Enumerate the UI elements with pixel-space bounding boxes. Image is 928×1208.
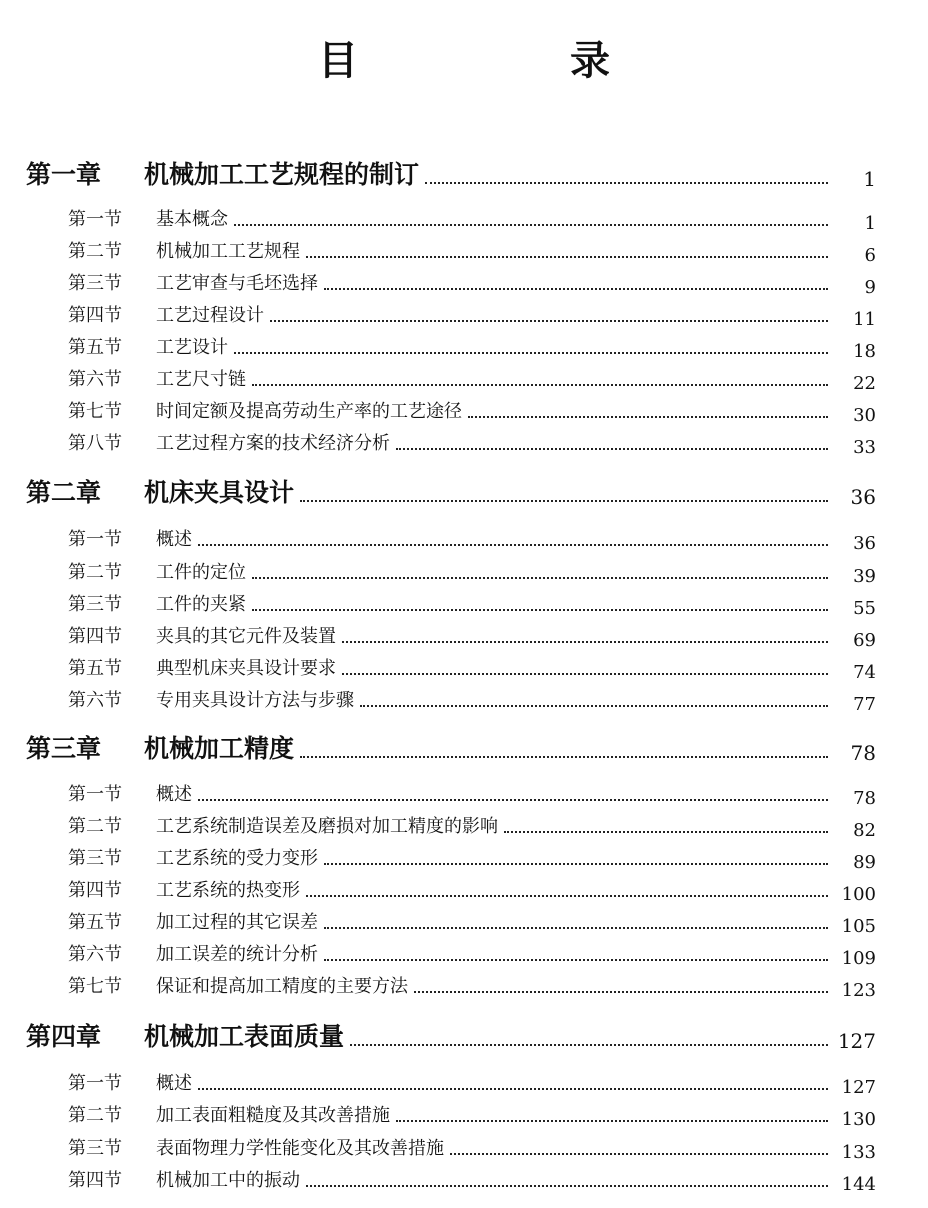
page-number: 82 xyxy=(853,820,876,841)
section-title: 工艺系统的受力变形 xyxy=(156,848,318,869)
dot-leader xyxy=(252,380,828,386)
page-number: 22 xyxy=(853,373,876,394)
section-entry[interactable] xyxy=(68,559,876,587)
section-entry[interactable] xyxy=(68,909,876,937)
section-title: 典型机床夹具设计要求 xyxy=(156,658,336,679)
section-title: 工艺过程方案的技术经济分析 xyxy=(156,433,390,454)
dot-leader xyxy=(396,1116,828,1122)
chapter-number: 第一章 xyxy=(26,160,102,189)
dot-leader xyxy=(198,795,828,801)
section-number: 第八节 xyxy=(68,433,122,454)
dot-leader xyxy=(350,1040,828,1046)
dot-leader xyxy=(324,859,828,865)
dot-leader xyxy=(252,605,828,611)
page-number: 78 xyxy=(850,741,876,765)
dot-leader xyxy=(306,891,828,897)
section-title: 时间定额及提高劳动生产率的工艺途径 xyxy=(156,401,462,422)
section-title: 机械加工中的振动 xyxy=(156,1170,300,1191)
dot-leader xyxy=(324,284,828,290)
dot-leader xyxy=(300,752,828,758)
section-number: 第三节 xyxy=(68,273,122,294)
section-number: 第七节 xyxy=(68,401,122,422)
page-number: 1 xyxy=(864,213,876,234)
section-entry[interactable] xyxy=(68,781,876,809)
section-title: 工艺系统的热变形 xyxy=(156,880,300,901)
section-entry[interactable] xyxy=(68,366,876,394)
dot-leader xyxy=(342,637,828,643)
section-title: 工艺尺寸链 xyxy=(156,369,246,390)
section-title: 加工误差的统计分析 xyxy=(156,944,318,965)
chapter-entry[interactable] xyxy=(26,1020,876,1054)
section-entry[interactable] xyxy=(68,302,876,330)
section-title: 工艺审查与毛坯选择 xyxy=(156,273,318,294)
chapter-title: 机床夹具设计 xyxy=(144,478,295,507)
section-title: 概述 xyxy=(156,784,192,805)
chapter-number: 第三章 xyxy=(26,734,102,763)
section-title: 工艺过程设计 xyxy=(156,305,264,326)
dot-leader xyxy=(414,987,828,993)
page-number: 36 xyxy=(850,485,876,509)
section-entry[interactable] xyxy=(68,1135,876,1163)
dot-leader xyxy=(324,923,828,929)
page-number: 130 xyxy=(841,1109,876,1130)
section-entry[interactable] xyxy=(68,877,876,905)
section-number: 第一节 xyxy=(68,529,122,550)
page-number: 100 xyxy=(841,884,876,905)
page-number: 6 xyxy=(864,245,876,266)
chapter-title: 机械加工表面质量 xyxy=(144,1022,345,1051)
chapter-number: 第二章 xyxy=(26,478,102,507)
dot-leader xyxy=(252,573,828,579)
section-number: 第四节 xyxy=(68,305,122,326)
section-entry[interactable] xyxy=(68,941,876,969)
section-title: 夹具的其它元件及装置 xyxy=(156,626,336,647)
section-number: 第五节 xyxy=(68,912,122,933)
page-number: 133 xyxy=(841,1142,876,1163)
page-number: 18 xyxy=(853,341,876,362)
section-entry[interactable] xyxy=(68,270,876,298)
dot-leader xyxy=(342,669,828,675)
section-number: 第三节 xyxy=(68,848,122,869)
dot-leader xyxy=(396,444,828,450)
section-number: 第四节 xyxy=(68,626,122,647)
page-number: 9 xyxy=(864,277,876,298)
dot-leader xyxy=(425,178,828,184)
section-entry[interactable] xyxy=(68,623,876,651)
section-number: 第六节 xyxy=(68,369,122,390)
page-number: 109 xyxy=(841,948,876,969)
dot-leader xyxy=(234,348,828,354)
dot-leader xyxy=(270,316,828,322)
section-number: 第六节 xyxy=(68,944,122,965)
section-number: 第二节 xyxy=(68,562,122,583)
section-number: 第二节 xyxy=(68,816,122,837)
section-number: 第七节 xyxy=(68,976,122,997)
section-title: 表面物理力学性能变化及其改善措施 xyxy=(156,1138,444,1159)
section-title: 机械加工工艺规程 xyxy=(156,241,300,262)
page-number: 127 xyxy=(841,1077,876,1098)
section-entry[interactable] xyxy=(68,1167,876,1195)
section-entry[interactable] xyxy=(68,591,876,619)
page-number: 33 xyxy=(853,437,876,458)
dot-leader xyxy=(468,412,828,418)
dot-leader xyxy=(306,252,828,258)
section-number: 第三节 xyxy=(68,594,122,615)
section-title: 工件的定位 xyxy=(156,562,246,583)
page-number: 36 xyxy=(853,533,876,554)
section-entry[interactable] xyxy=(68,398,876,426)
section-title: 保证和提高加工精度的主要方法 xyxy=(156,976,408,997)
page-number: 105 xyxy=(841,916,876,937)
page-number: 30 xyxy=(853,405,876,426)
page-number: 74 xyxy=(853,662,876,683)
dot-leader xyxy=(234,220,828,226)
page-number: 69 xyxy=(853,630,876,651)
chapter-title: 机械加工工艺规程的制订 xyxy=(144,160,420,189)
section-entry[interactable] xyxy=(68,1070,876,1098)
section-title: 工艺设计 xyxy=(156,337,228,358)
section-title: 基本概念 xyxy=(156,209,228,230)
dot-leader xyxy=(198,1084,828,1090)
page-number: 78 xyxy=(853,788,876,809)
section-title: 加工表面粗糙度及其改善措施 xyxy=(156,1105,390,1126)
section-entry[interactable] xyxy=(68,845,876,873)
page-number: 89 xyxy=(853,852,876,873)
section-entry[interactable] xyxy=(68,238,876,266)
section-title: 加工过程的其它误差 xyxy=(156,912,318,933)
dot-leader xyxy=(300,496,828,502)
section-entry[interactable] xyxy=(68,430,876,458)
section-number: 第三节 xyxy=(68,1138,122,1159)
section-number: 第五节 xyxy=(68,337,122,358)
section-entry[interactable] xyxy=(68,334,876,362)
section-entry[interactable] xyxy=(68,1102,876,1130)
section-title: 专用夹具设计方法与步骤 xyxy=(156,690,354,711)
section-number: 第五节 xyxy=(68,658,122,679)
section-entry[interactable] xyxy=(68,655,876,683)
dot-leader xyxy=(324,955,828,961)
section-title: 概述 xyxy=(156,1073,192,1094)
page-number: 123 xyxy=(841,980,876,1001)
section-number: 第四节 xyxy=(68,1170,122,1191)
section-number: 第一节 xyxy=(68,1073,122,1094)
page-number: 11 xyxy=(853,309,876,330)
section-title: 工件的夹紧 xyxy=(156,594,246,615)
chapter-title: 机械加工精度 xyxy=(144,734,295,763)
dot-leader xyxy=(306,1181,828,1187)
page-number: 39 xyxy=(853,566,876,587)
section-entry[interactable] xyxy=(68,687,876,715)
section-entry[interactable] xyxy=(68,526,876,554)
page-number: 144 xyxy=(841,1174,876,1195)
dot-leader xyxy=(360,701,828,707)
page-number: 127 xyxy=(837,1029,876,1053)
dot-leader xyxy=(504,827,828,833)
chapter-entry[interactable] xyxy=(26,732,876,766)
chapter-entry[interactable] xyxy=(26,158,876,192)
page-number: 55 xyxy=(853,598,876,619)
chapter-entry[interactable] xyxy=(26,476,876,510)
section-number: 第二节 xyxy=(68,241,122,262)
section-entry[interactable] xyxy=(68,813,876,841)
section-entry[interactable] xyxy=(68,973,876,1001)
section-number: 第一节 xyxy=(68,784,122,805)
section-number: 第六节 xyxy=(68,690,122,711)
page-title: 目 录 xyxy=(318,38,696,84)
section-title: 概述 xyxy=(156,529,192,550)
section-entry[interactable] xyxy=(68,206,876,234)
page-number: 1 xyxy=(863,167,876,191)
dot-leader xyxy=(450,1149,828,1155)
page-number: 77 xyxy=(853,694,876,715)
section-number: 第一节 xyxy=(68,209,122,230)
section-number: 第四节 xyxy=(68,880,122,901)
section-title: 工艺系统制造误差及磨损对加工精度的影响 xyxy=(156,816,498,837)
dot-leader xyxy=(198,540,828,546)
chapter-number: 第四章 xyxy=(26,1022,102,1051)
section-number: 第二节 xyxy=(68,1105,122,1126)
